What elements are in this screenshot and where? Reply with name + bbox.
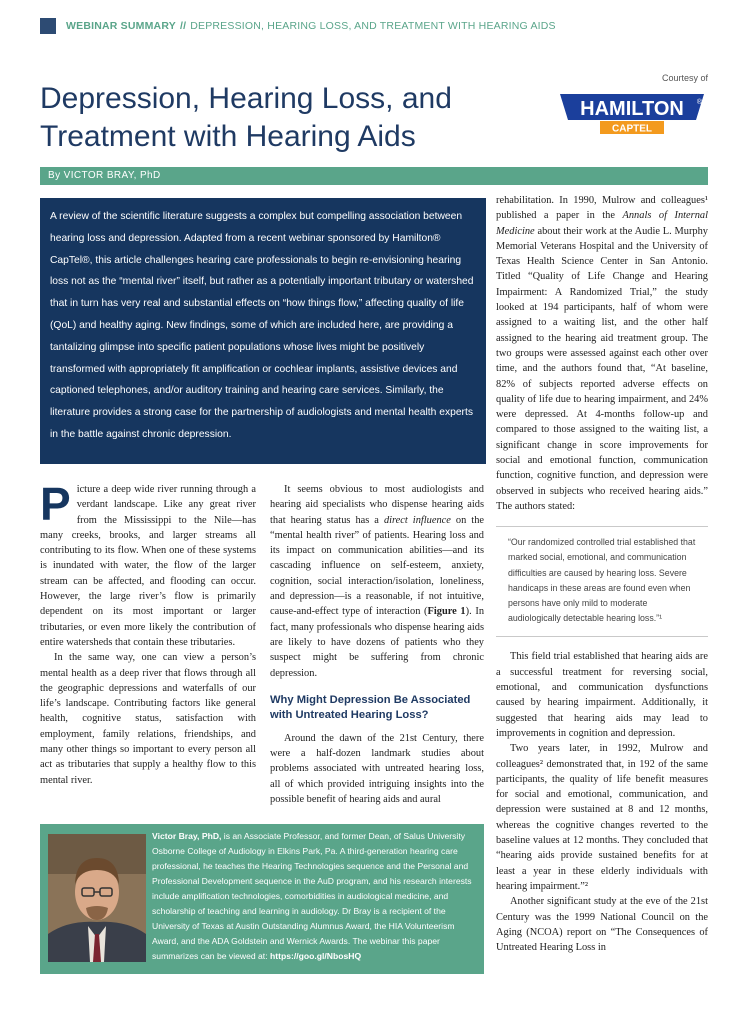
column-2	[270, 482, 484, 807]
pull-quote: “Our randomized controlled trial established that marked social, emotional, and communication difficulties are caused by hearing loss. Severe handicaps in these areas are found even when persons have only mild to moderate audiologically detectable hearing loss.”¹	[496, 526, 708, 637]
figure-reference: Figure 1	[427, 606, 466, 618]
drop-cap: P	[40, 478, 71, 530]
header-section: WEBINAR SUMMARY	[66, 20, 176, 32]
courtesy-label: Courtesy of	[661, 73, 708, 83]
header-slash: //	[179, 20, 187, 32]
paragraph: Picture a deep wide river running through a verdant landscape. Like any great river from the Mississippi to the Nile—has many creeks, brooks, and larger streams all contributing to its flow. When one of these systems is inundated with water, the flow of the larger stream can be affected, and flooding can occur. However, the large river’s flow is primarily dependent on its most important or larger tributaries, or even more likely the contribution of entire watersheds that contain these tributaries.	[40, 478, 256, 648]
logo-registered-mark: ®	[696, 99, 702, 106]
byline-bar: By VICTOR BRAY, PhD	[40, 167, 708, 185]
paragraph: Two years later, in 1992, Mulrow and colleagues² demonstrated that, in 192 of the same participants, the quality of life benefit measures for social and emotional, communication, and depression were sustained at 8 and 12 months, whereas the cognitive changes reverted to the baseline values at 12 months. They concluded that “hearing aids provide sustained benefits for at least a year in these elderly individuals with hearing impairment.”²	[496, 743, 708, 892]
article-title: Depression, Hearing Loss, and Treatment with Hearing Aids	[40, 82, 452, 153]
author-bio-text: Victor Bray, PhD, is an Associate Professor, and former Dean, of Salus University Osborne College of Audiology in Elkins Park, Pa. A third-generation hearing care professional, he teaches the Hearing Technologies sequence and the Personal and Professional Development sequence in the AuD program, and his research interests include amplification technologies, comorbidities in audiological medicine, and scholarship of teaching and learning in audiology. Dr Bray is a recipient of the University of Texas at Austin Outstanding Alumnus Award, the HIA Volunteerism Award, and the ADA Goldstein and Wernick Awards. The webinar this paper summarizes can be viewed at: https://goo.gl/NbosHQ	[152, 831, 472, 961]
paragraph: Around the dawn of the 21st Century, there were a half-dozen landmark studies about problems associated with untreated hearing loss, all of which provided intriguing insights into the possible benefit of hearing aids and aural	[270, 732, 484, 806]
paragraph: In the same way, one can view a person’s mental health as a deep river that flows through all the geographic depressions and waterfalls of our life’s landscape. Contributing factors like general health, cognitive status, satisfaction with employment, family relations, friendships, and many other things so important to every person all act as tributaries that supply a healthy flow to this mental river.	[40, 652, 256, 786]
logo-wordmark: HAMILTON	[580, 98, 684, 120]
webinar-link[interactable]: https://goo.gl/NbosHQ	[269, 951, 362, 961]
author-bio-box	[40, 824, 484, 974]
column-1	[40, 478, 256, 788]
header-tab-icon	[40, 18, 56, 34]
hamilton-logo-icon	[556, 86, 708, 138]
author-photo	[48, 834, 146, 962]
paragraph: This field trial established that hearing aids are a successful treatment for reversing social, emotional, and communication dysfunctions caused by hearing impairment. Additionally, it suggested that hearing aids may lead to improvements in cognition and depression.	[496, 651, 708, 739]
author-name: Victor Bray, PhD,	[152, 831, 222, 841]
logo-subtitle: CAPTEL	[612, 123, 652, 135]
paragraph: It seems obvious to most audiologists and hearing aid specialists who dispense hearing aids that hearing status has a direct influence on the “mental health river” of patients. Hearing loss and its impact on communication abilities—and its cascading influence on self-esteem, anxiety, cognition, social interaction/isolation, loneliness, and depression—is a reasonable, if not intuitive, cause-and-effect type of interaction (Figure 1). In fact, many professionals who dispense hearing aids are likely to have dozens of patients who they suspect might be suffering from chronic depression.	[270, 484, 485, 679]
paragraph: rehabilitation. In 1990, Mulrow and colleagues¹ published a paper in the Annals of Internal Medicine about their work at the Audie L. Murphy Memorial Veterans Hospital and the University of Texas Health Science Center in San Antonio. Titled “Quality of Life Change and Hearing Impairment: A Randomized Trial,” the study looked at 194 participants, half of whom were assigned to a waiting list, and the other half assigned to the hearing aid treatment group. The two groups were assessed against each other over time, and the authors found that, “At baseline, 82% of subjects reported adverse effects on quality of life due to hearing impairment, and 24% were depressed. At 4-months follow-up and compared to those assigned to the waiting list, a significant change in score improvements for social and emotional function, communication function, cognitive function, and depression were observed in subjects who received hearing aids.” The authors stated:	[496, 195, 708, 512]
column-3	[496, 193, 708, 955]
abstract-box: A review of the scientific literature suggests a complex but compelling association between hearing loss and depression. Adapted from a recent webinar sponsored by Hamilton® CapTel®, this article challenges hearing care professionals to begin re-envisioning hearing loss not as the “mental river” itself, but rather as a potentially important tributary or watershed that in turn has very real and substantial effects on “how things flow,” affecting quality of life (QoL) and healthy aging. New findings, some of which are included here, are providing a tantalizing glimpse into specific patient populations whose lives might be positively transformed with appropriately fit amplification or cochlear implants, assistive devices and captioned telephones, and/or auditory training and hearing care services. Similarly, the literature provides a strong case for the partnership of audiologists and mental health experts in the battle against chronic depression.	[40, 198, 486, 464]
section-heading: Why Might Depression Be Associated with Untreated Hearing Loss?	[270, 693, 471, 721]
running-header	[40, 16, 720, 36]
header-topic: DEPRESSION, HEARING LOSS, AND TREATMENT WITH HEARING AIDS	[190, 20, 556, 32]
paragraph: Another significant study at the eve of the 21st Century was the 1999 National Council on the Aging (NCOA) report on “The Consequences of Untreated Hearing Loss in	[496, 896, 708, 954]
